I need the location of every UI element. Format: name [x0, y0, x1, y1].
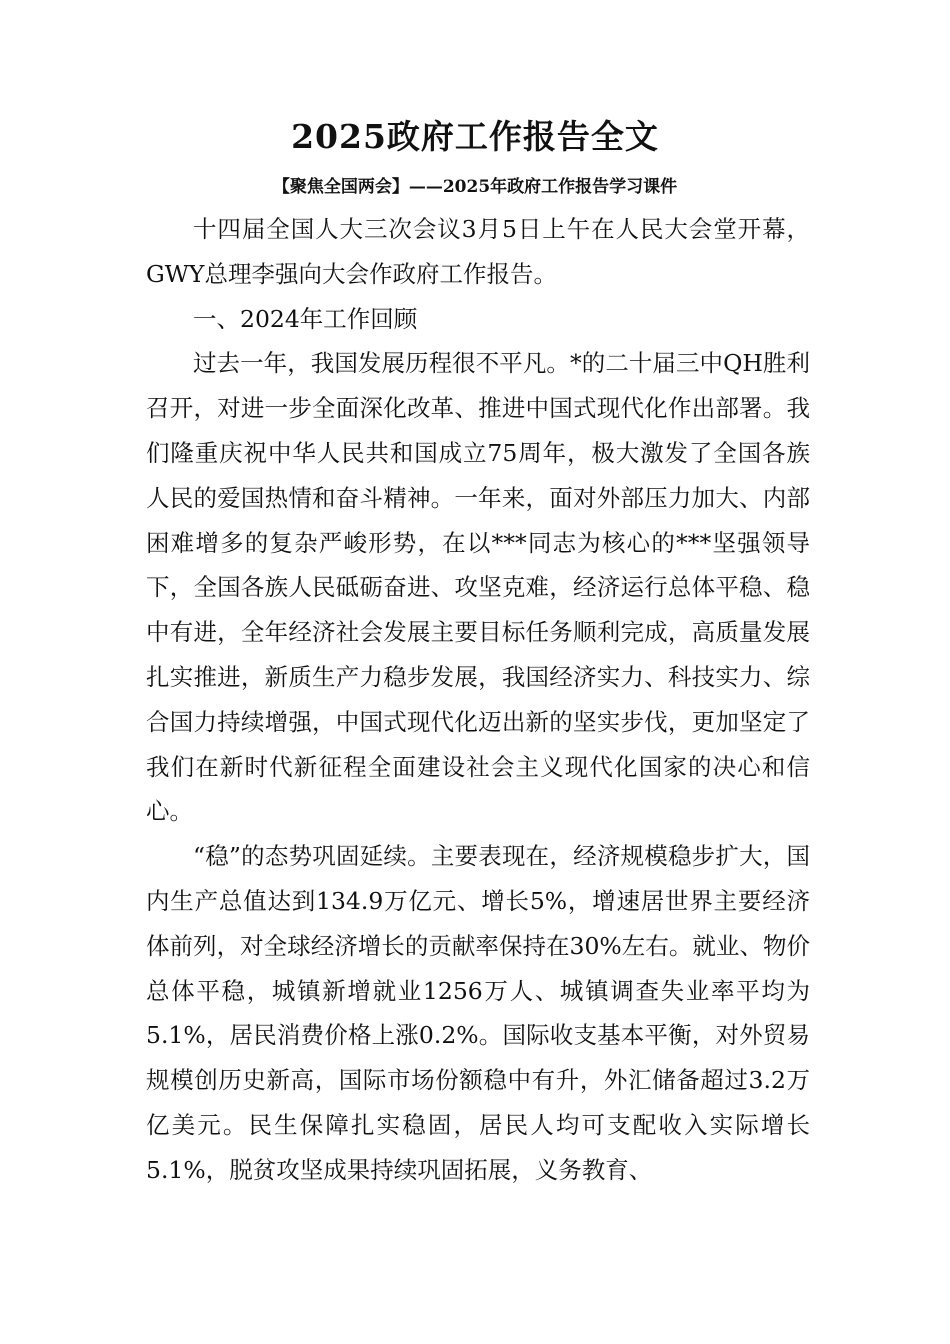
- paragraph-intro: 十四届全国人大三次会议3月5日上午在人民大会堂开幕，GWY总理李强向大会作政府工作报告。: [146, 215, 810, 288]
- paragraph-stability: “稳”的态势巩固延续。主要表现在，经济规模稳步扩大，国内生产总值达到134.9万亿元、增长5%，增速居世界主要经济体前列，对全球经济增长的贡献率保持在30%左右。就业、物价总体平稳，城镇新增就业1256万人、城镇调查失业率平均为5.1%，居民消费价格上涨0.2%。国际收支基本平衡，对外贸易规模创历史新高，国际市场份额稳中有升，外汇储备超过3.2万亿美元。民生保障扎实稳固，居民人均可支配收入实际增长5.1%，脱贫攻坚成果持续巩固拓展，义务教育、: [146, 842, 810, 1184]
- paragraph-review: 过去一年，我国发展历程很不平凡。*的二十届三中QH胜利召开，对进一步全面深化改革、推进中国式现代化作出部署。我们隆重庆祝中华人民共和国成立75周年，极大激发了全国各族人民的爱国热情和奋斗精神。一年来，面对外部压力加大、内部困难增多的复杂严峻形势，在以***同志为核心的***坚强领导下，全国各族人民砥砺奋进、攻坚克难，经济运行总体平稳、稳中有进，全年经济社会发展主要目标任务顺利完成，高质量发展扎实推进，新质生产力稳步发展，我国经济实力、科技实力、综合国力持续增强，中国式现代化迈出新的坚实步伐，更加坚定了我们在新时代新征程全面建设社会主义现代化国家的决心和信心。: [146, 349, 810, 826]
- document-subtitle: 【聚焦全国两会】——2025年政府工作报告学习课件: [272, 177, 678, 197]
- section-heading: 一、2024年工作回顾: [193, 304, 418, 333]
- document-title: 2025政府工作报告全文: [291, 117, 659, 156]
- document-body: [146, 207, 810, 1193]
